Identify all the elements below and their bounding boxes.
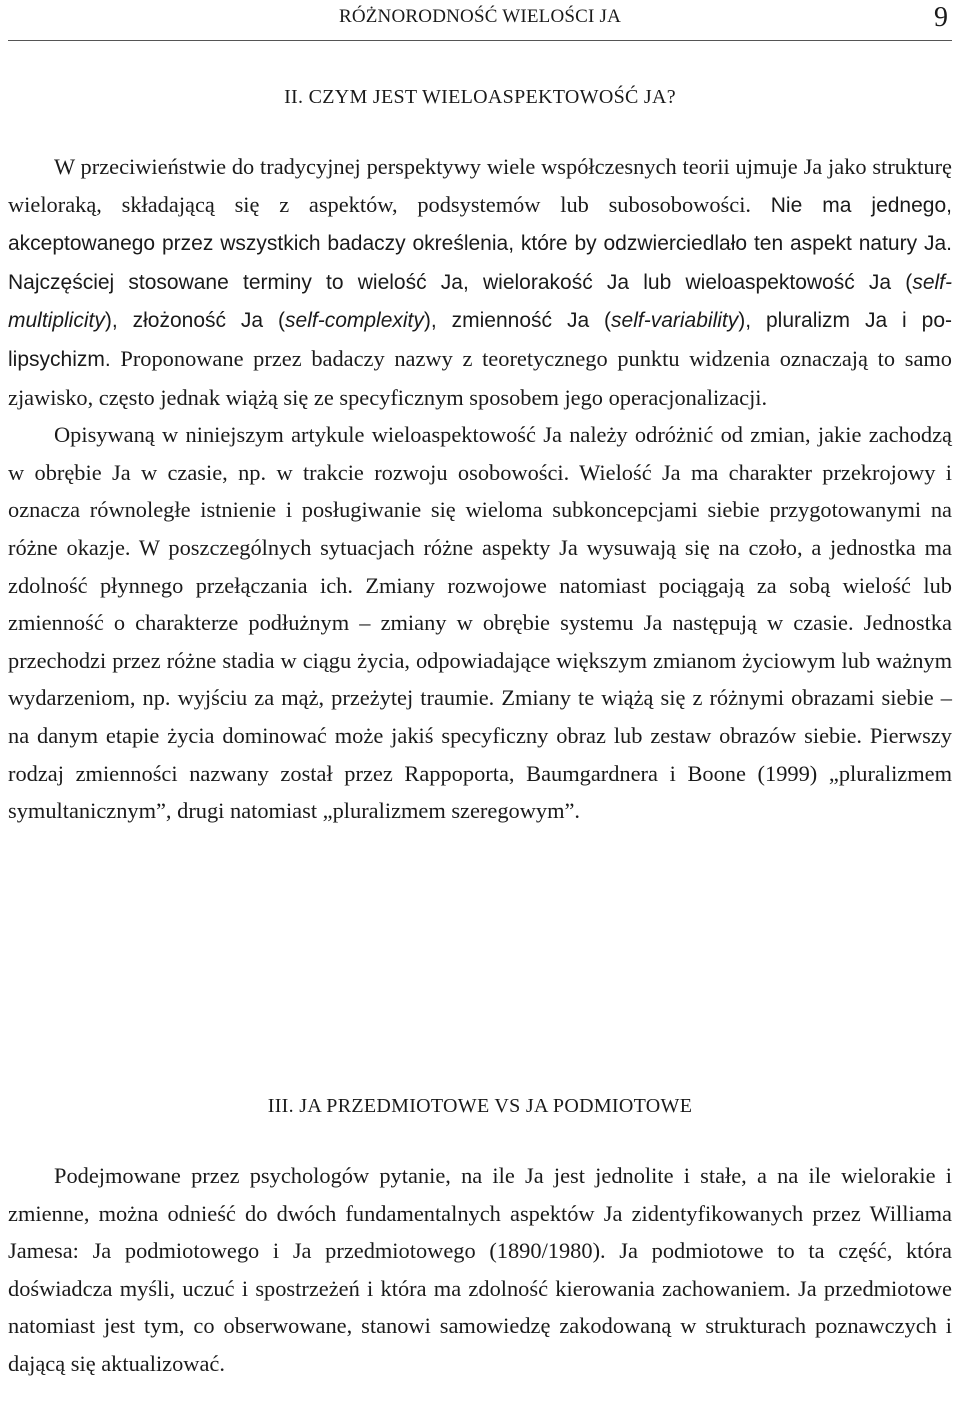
section-heading-3: III. JA PRZEDMIOTOWE VS JA PODMIOTOWE [267, 1095, 693, 1117]
paragraph-2: Opisywaną w niniejszym artykule wieloaspektowość Ja należy odróżnić od zmian, jakie zachodzą w obrębie Ja w czasie, np. w trakcie rozwoju osobowości. Wielość Ja ma charakter przekrojowy i oznacza równoległe istnienie i posługiwanie się wieloma subkoncepcjami siebie przygotowanymi na różne okazje. W poszczególnych sytuacjach różne aspekty Ja wysuwają się na czoło, a jednostka ma zdolność płynnego przełączania ich. Zmiany rozwojowe natomiast pociągają za sobą wielość lub zmienność o charakterze podłużnym – zmiany w obrębie systemu Ja następują w czasie. Jednostka przechodzi przez różne stadia w ciągu życia, odpowiadające większym zmianom życiowym lub ważnym wydarzeniom, np. wyjściu za mąż, przeżytej traumie. Zmiany te wiążą się z różnymi obrazami siebie – na danym etapie życia dominować może jakiś specyficzny obraz lub zestaw obrazów siebie. Pierwszy rodzaj zmienności nazwany został przez Rappoporta, Baumgardnera i Boone (1999) „pluralizmem symultanicznym”, drugi natomiast „pluralizmem szeregowym”. [8, 422, 952, 824]
paragraph-1-sentence-3: ), złożoność Ja ( [104, 309, 286, 333]
paragraph-1-sentence-2: Nie ma jednego, akceptowanego przez wszystkich badaczy określenia, które by odzwierciedlało ten aspekt natury Ja. Najczęściej stosowane terminy to wielość Ja, wielorakość Ja lub wieloaspektowość Ja ( [8, 193, 952, 294]
paragraph-1-sentence-5: ), pluralizm Ja i polipsychizm. [8, 309, 952, 371]
paragraph-1-sentence-6: Proponowane przez badaczy nazwy z teoretycznego punktu widzenia oznaczają to samo zjawisko, często jednak wiążą się ze specyficznym sposobem jego operacjonalizacji. [8, 345, 952, 410]
page-header [8, 0, 952, 41]
paragraph-1-sentence-1: W przeciwieństwie do tradycyjnej perspektywy wiele współczesnych teorii ujmuje Ja jako strukturę wieloraką, składającą się z aspektów, podsystemów lub subosobowości. [8, 154, 952, 217]
term-self-complexity: self-complexity [285, 309, 424, 333]
paragraph-3: Podejmowane przez psychologów pytanie, na ile Ja jest jednolite i stałe, a na ile wielorakie i zmienne, można odnieść do dwóch fundamentalnych aspektów Ja zidentyfikowanych przez Williama Jamesa: Ja podmiotowego i Ja przedmiotowego (1890/1980). Ja podmiotowe to ta część, która doświadcza myśli, uczuć i spostrzeżeń i która ma zdolność kierowania zachowaniem. Ja przedmiotowe natomiast jest tym, co obserwowane, stanowi samowiedzę zakodowaną w strukturach poznawczych i dającą się aktualizować. [8, 1163, 952, 1376]
term-self-variability: self-variability [611, 309, 739, 333]
paragraph-1 [8, 148, 952, 416]
section-heading-2: II. CZYM JEST WIELOASPEKTOWOŚĆ JA? [284, 86, 676, 108]
section-3-body [8, 1157, 952, 1383]
page-number: 9 [934, 2, 948, 33]
running-head: RÓŻNORODNOŚĆ WIELOŚCI JA [338, 6, 622, 27]
term-self-multiplicity: self-multiplicity [8, 270, 952, 333]
paragraph-1-sentence-4: ), zmienność Ja ( [423, 309, 612, 333]
section-2-body [8, 148, 952, 830]
